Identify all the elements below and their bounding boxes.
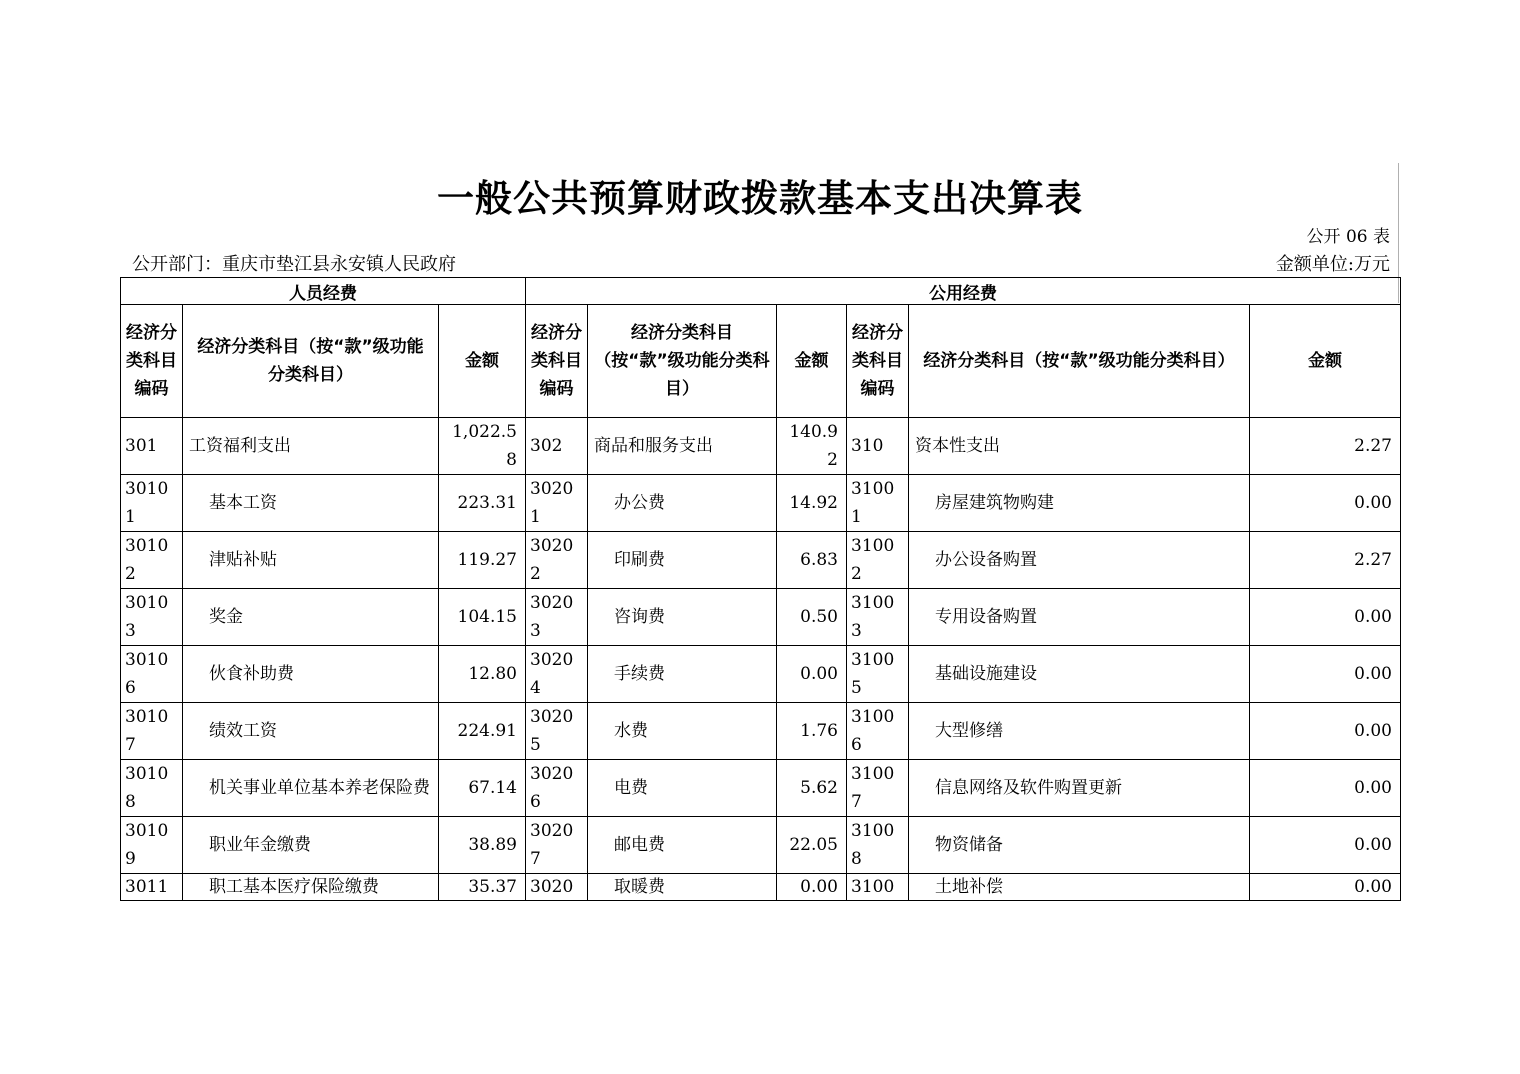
amount-cell: 1.76: [777, 703, 847, 760]
header-code: 经济分类科目编码: [121, 305, 183, 418]
form-number: 公开 06 表: [1306, 227, 1390, 247]
amount-cell: 223.31: [439, 475, 526, 532]
amount-cell: 0.00: [1250, 760, 1401, 817]
code-cell: 310: [847, 418, 909, 475]
code-cell: 3020: [526, 874, 588, 901]
code-cell: 302: [526, 418, 588, 475]
item-cell: 基础设施建设: [909, 646, 1250, 703]
amount-cell: 38.89: [439, 817, 526, 874]
code-cell: 30207: [526, 817, 588, 874]
item-cell: 物资储备: [909, 817, 1250, 874]
code-cell: 30108: [121, 760, 183, 817]
amount-cell: 5.62: [777, 760, 847, 817]
department-label: 公开部门：重庆市垫江县永安镇人民政府: [132, 254, 456, 275]
amount-cell: 12.80: [439, 646, 526, 703]
amount-cell: 35.37: [439, 874, 526, 901]
item-cell: 奖金: [183, 589, 439, 646]
code-cell: 3100: [847, 874, 909, 901]
item-cell: 房屋建筑物购建: [909, 475, 1250, 532]
header-amount: 金额: [1250, 305, 1401, 418]
item-cell: 咨询费: [588, 589, 777, 646]
header-code: 经济分类科目编码: [847, 305, 909, 418]
item-cell: 办公设备购置: [909, 532, 1250, 589]
amount-cell: 67.14: [439, 760, 526, 817]
item-cell: 资本性支出: [909, 418, 1250, 475]
amount-cell: 0.00: [1250, 703, 1401, 760]
page-title: 一般公共预算财政拨款基本支出决算表: [437, 177, 1083, 220]
item-cell: 工资福利支出: [183, 418, 439, 475]
amount-cell: 2.27: [1250, 532, 1401, 589]
item-cell: 伙食补助费: [183, 646, 439, 703]
code-cell: 31001: [847, 475, 909, 532]
table-row: [121, 646, 1401, 703]
table-row: [121, 532, 1401, 589]
amount-cell: 104.15: [439, 589, 526, 646]
code-cell: 30103: [121, 589, 183, 646]
item-cell: 手续费: [588, 646, 777, 703]
code-cell: 30205: [526, 703, 588, 760]
code-cell: 30107: [121, 703, 183, 760]
table-row: [121, 760, 1401, 817]
amount-cell: 1,022.58: [439, 418, 526, 475]
table-row: [121, 418, 1401, 475]
item-cell: 基本工资: [183, 475, 439, 532]
item-cell: 大型修缮: [909, 703, 1250, 760]
table-row: [121, 475, 1401, 532]
item-cell: 绩效工资: [183, 703, 439, 760]
amount-cell: 2.27: [1250, 418, 1401, 475]
table-row: [121, 589, 1401, 646]
item-cell: 职业年金缴费: [183, 817, 439, 874]
code-cell: 30203: [526, 589, 588, 646]
code-cell: 31007: [847, 760, 909, 817]
header-item: 经济分类科目（按“款”级功能分类科目）: [183, 305, 439, 418]
code-cell: 30206: [526, 760, 588, 817]
item-cell: 取暖费: [588, 874, 777, 901]
amount-cell: 224.91: [439, 703, 526, 760]
section-personnel: 人员经费: [121, 278, 526, 305]
code-cell: 30204: [526, 646, 588, 703]
code-cell: 301: [121, 418, 183, 475]
budget-table: [120, 277, 1401, 901]
header-item: 经济分类科目（按“款”级功能分类科目）: [909, 305, 1250, 418]
code-cell: 30106: [121, 646, 183, 703]
item-cell: 商品和服务支出: [588, 418, 777, 475]
amount-cell: 0.00: [1250, 646, 1401, 703]
amount-cell: 6.83: [777, 532, 847, 589]
amount-cell: 0.00: [1250, 874, 1401, 901]
item-cell: 土地补偿: [909, 874, 1250, 901]
amount-cell: 0.00: [1250, 589, 1401, 646]
item-cell: 邮电费: [588, 817, 777, 874]
code-cell: 31008: [847, 817, 909, 874]
amount-cell: 119.27: [439, 532, 526, 589]
item-cell: 职工基本医疗保险缴费: [183, 874, 439, 901]
item-cell: [183, 760, 439, 817]
table-row: [121, 874, 1401, 901]
table-row: [121, 817, 1401, 874]
amount-cell: 0.00: [777, 874, 847, 901]
code-cell: 31006: [847, 703, 909, 760]
item-cell: 水费: [588, 703, 777, 760]
item-text: 机关事业单位基本养老保险费: [209, 778, 430, 798]
item-cell: 电费: [588, 760, 777, 817]
amount-cell: 0.50: [777, 589, 847, 646]
code-cell: 30101: [121, 475, 183, 532]
amount-cell: 0.00: [1250, 817, 1401, 874]
item-cell: 信息网络及软件购置更新: [909, 760, 1250, 817]
header-amount: 金额: [777, 305, 847, 418]
code-cell: 31002: [847, 532, 909, 589]
code-cell: 30201: [526, 475, 588, 532]
code-cell: 30109: [121, 817, 183, 874]
code-cell: 31003: [847, 589, 909, 646]
code-cell: 3011: [121, 874, 183, 901]
amount-cell: 0.00: [777, 646, 847, 703]
header-code: 经济分类科目编码: [526, 305, 588, 418]
item-cell: 办公费: [588, 475, 777, 532]
code-cell: 30202: [526, 532, 588, 589]
item-cell: 津贴补贴: [183, 532, 439, 589]
header-amount: 金额: [439, 305, 526, 418]
amount-cell: 14.92: [777, 475, 847, 532]
table-row: [121, 703, 1401, 760]
item-cell: 专用设备购置: [909, 589, 1250, 646]
amount-cell: 0.00: [1250, 475, 1401, 532]
section-public: 公用经费: [526, 278, 1401, 305]
amount-cell: 22.05: [777, 817, 847, 874]
code-cell: 30102: [121, 532, 183, 589]
unit-label: 金额单位:万元: [1275, 254, 1390, 275]
item-cell: 印刷费: [588, 532, 777, 589]
amount-cell: 140.92: [777, 418, 847, 475]
header-item: 经济分类科目（按“款”级功能分类科目）: [588, 305, 777, 418]
code-cell: 31005: [847, 646, 909, 703]
